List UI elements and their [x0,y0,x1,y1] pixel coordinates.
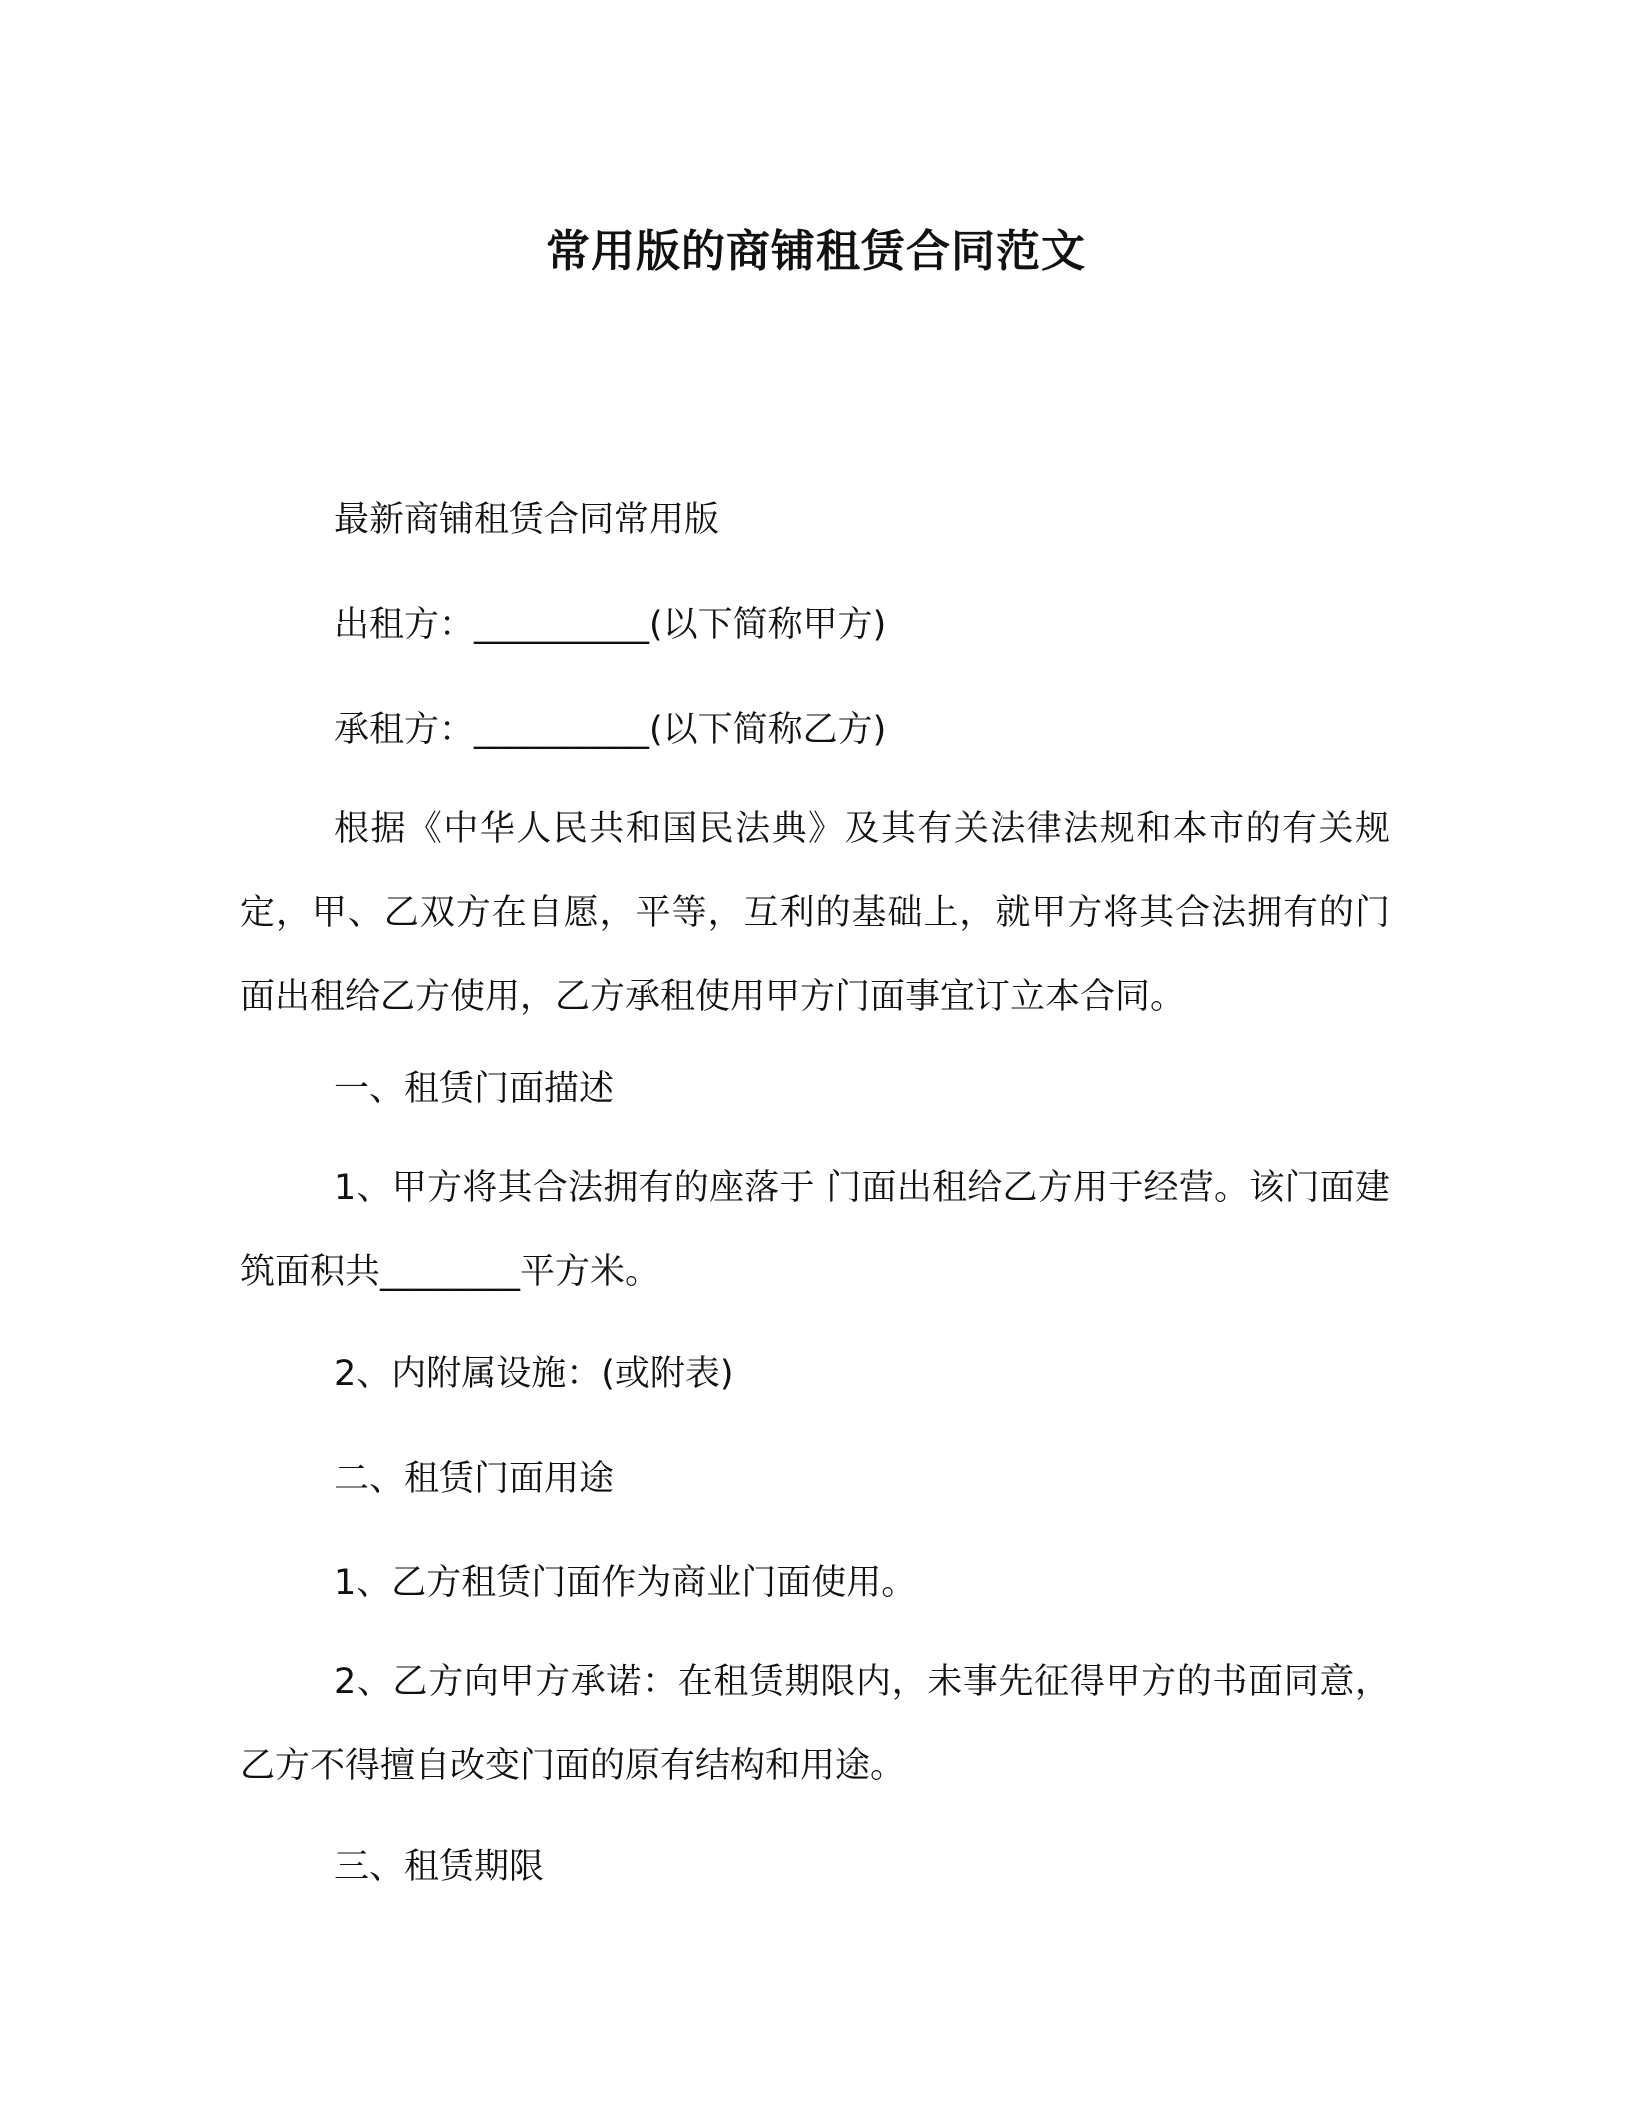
section2-item-2: 2、乙方向甲方承诺：在租赁期限内，未事先征得甲方的书面同意，乙方不得擅自改变门面的原有结构和用途。 [240,1662,1390,1786]
section1-item-1: 1、甲方将其合法拥有的座落于 门面出租给乙方用于经营。该门面建筑面积共________平方米。 [240,1168,1390,1292]
section2-item-1: 1、乙方租赁门面作为商业门面使用。 [334,1563,917,1603]
document-title: 常用版的商铺租赁合同范文 [546,226,1086,277]
preamble-paragraph: 根据《中华人民共和国民法典》及其有关法律法规和本市的有关规定，甲、乙双方在自愿，平等，互利的基础上，就甲方将其合法拥有的门面出租给乙方使用，乙方承租使用甲方门面事宜订立本合同。 [240,809,1390,1017]
section1-item-2: 2、内附属设施：(或附表) [334,1354,734,1394]
section-heading-2: 二、租赁门面用途 [334,1459,615,1499]
document-subtitle: 最新商铺租赁合同常用版 [334,500,720,540]
section-heading-1: 一、租赁门面描述 [334,1069,615,1109]
section-heading-3: 三、租赁期限 [334,1847,545,1887]
lessee-line: 承租方：__________(以下简称乙方) [334,710,887,750]
lessor-line: 出租方：__________(以下简称甲方) [334,605,887,645]
